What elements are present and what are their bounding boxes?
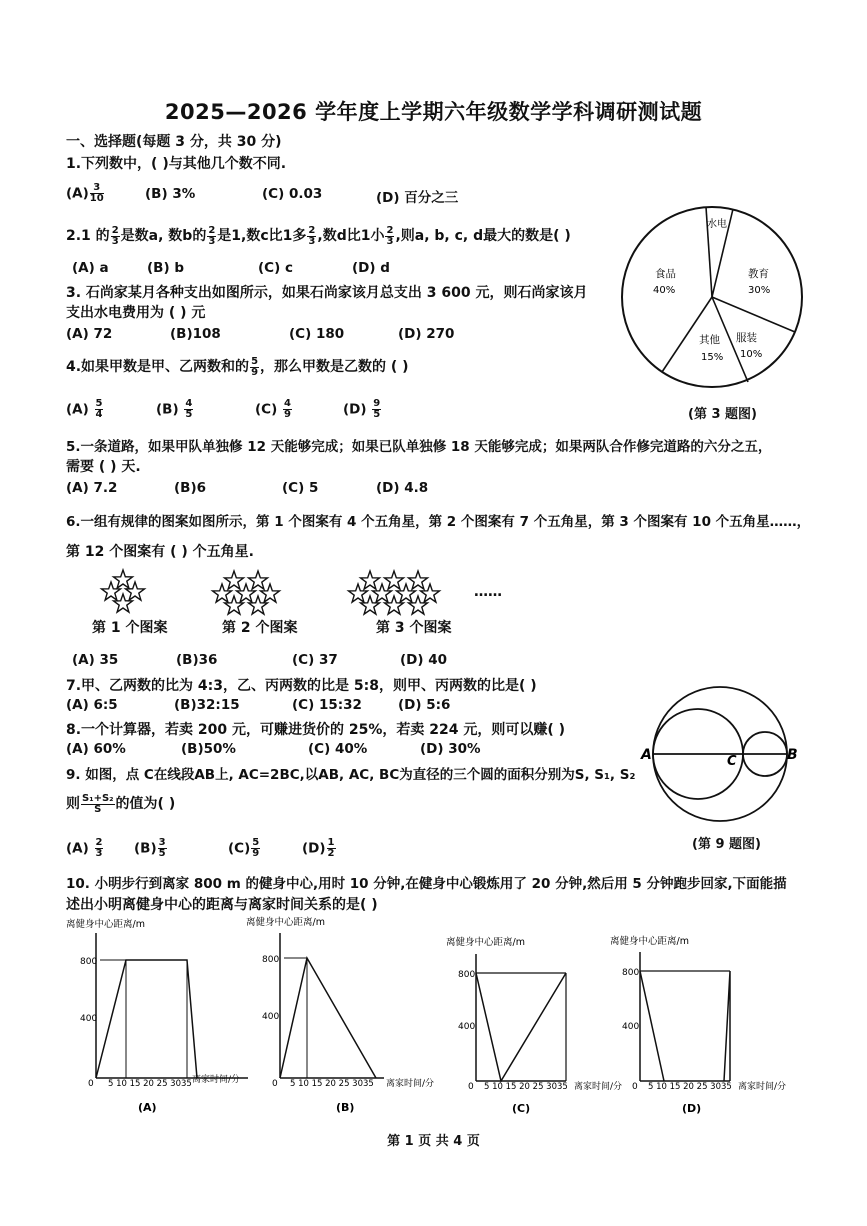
question-3-option-b: (B)108 — [170, 326, 221, 342]
question-5-option-a: (A) 7.2 — [66, 480, 118, 496]
graph-line — [640, 971, 664, 1081]
question-1-option-c: (C) 0.03 — [262, 186, 323, 202]
y-tick-800: 800 — [622, 968, 640, 978]
graph-line — [476, 973, 566, 1081]
question-3-line-2: 支出水电费用为 ( ) 元 — [66, 305, 206, 321]
fraction — [81, 794, 115, 815]
graph-c — [444, 932, 624, 1120]
pie-label-food: 食品 — [655, 268, 676, 280]
text: 的值为( ) — [115, 796, 176, 812]
fraction — [385, 226, 394, 247]
text: 是1,数c比1多 — [217, 228, 307, 244]
question-7-option-a: (A) 6:5 — [66, 697, 118, 713]
denominator: 4 — [95, 409, 103, 420]
graph-x-label: 离家时间/分 — [574, 1082, 623, 1092]
option-label: (A) — [66, 840, 89, 857]
denominator: 10 — [89, 193, 104, 204]
fraction — [111, 226, 120, 247]
numerator: 4 — [283, 398, 291, 409]
fraction — [250, 357, 259, 378]
text: 4.如果甲数是甲、乙两数和的 — [66, 359, 250, 375]
point-b-label: B — [787, 747, 798, 763]
question-7-option-c: (C) 15:32 — [292, 697, 362, 713]
text: 则 — [66, 796, 80, 812]
y-tick-400: 400 — [80, 1014, 98, 1024]
question-4-stem — [66, 356, 409, 378]
point-a-label: A — [641, 747, 652, 763]
fraction — [283, 399, 292, 420]
question-9-option-d — [302, 838, 337, 859]
pattern-3-caption: 第 3 个图案 — [376, 620, 452, 636]
numerator: 5 — [95, 398, 103, 409]
question-4-option-b — [156, 399, 194, 420]
question-1-stem: 1.下列数中，( )与其他几个数不同. — [66, 156, 287, 172]
text: ,则a, b, c, d最大的数是( ) — [395, 228, 571, 244]
question-3-option-d: (D) 270 — [398, 326, 455, 342]
numerator: 2 — [111, 224, 119, 236]
option-label: (C) — [255, 401, 278, 418]
graph-y-label: 离健身中心距离/m — [246, 917, 325, 928]
question-3-option-a: (A) 72 — [66, 326, 113, 342]
numerator: 2 — [308, 224, 316, 236]
text: ,数d比1小 — [317, 228, 385, 244]
question-5-option-b: (B)6 — [174, 480, 207, 496]
pie-value-other: 15% — [701, 352, 724, 363]
denominator: 3 — [111, 235, 119, 247]
question-4-option-c — [255, 399, 293, 420]
question-5-line-2: 需要 ( ) 天. — [66, 459, 141, 475]
denominator: S — [94, 803, 102, 815]
graph-d — [606, 930, 806, 1120]
question-2-stem — [66, 225, 571, 247]
graph-a-caption: (A) — [138, 1101, 157, 1114]
fraction — [95, 838, 104, 859]
y-tick-400: 400 — [458, 1022, 476, 1032]
origin-label: 0 — [272, 1079, 278, 1089]
question-5-option-c: (C) 5 — [282, 480, 319, 496]
pattern-ellipsis: …… — [474, 584, 502, 600]
question-9-option-b — [134, 838, 168, 859]
x-ticks: 5 10 15 20 25 3035 — [484, 1082, 568, 1092]
question-6-line-1: 6.一组有规律的图案如图所示，第 1 个图案有 4 个五角星，第 2 个图案有 7 个五角星，第 3 个图案有 10 个五角星……， — [66, 514, 811, 530]
fraction — [372, 399, 381, 420]
page-footer: 第 1 页 共 4 页 — [387, 1134, 480, 1149]
figure-3-caption: (第 3 题图) — [688, 407, 757, 422]
denominator: 5 — [185, 409, 193, 420]
question-9-stem: 9. 如图，点 C在线段AB上, AC=2BC,以AB, AC, BC为直径的三个圆的面积分别为S, S₁, S₂ — [66, 767, 636, 783]
option-label: (B) — [134, 840, 157, 857]
pattern-2 — [213, 571, 280, 614]
fraction — [95, 399, 104, 420]
option-label: (A) — [66, 401, 89, 418]
question-10-line-1: 10. 小明步行到离家 800 m 的健身中心,用时 10 分钟,在健身中心锻炼用了 20 分钟,然后用 5 分钟跑步回家,下面能描 — [66, 876, 787, 892]
numerator: 9 — [373, 398, 381, 409]
graph-x-label: 离家时间/分 — [386, 1079, 435, 1089]
y-tick-800: 800 — [262, 955, 280, 965]
question-1-option-b: (B) 3% — [145, 186, 196, 202]
fraction — [90, 183, 104, 204]
question-6-option-c: (C) 37 — [292, 652, 338, 668]
question-6-line-2: 第 12 个图案有 ( ) 个五角星. — [66, 544, 254, 560]
graph-d-caption: (D) — [682, 1102, 702, 1115]
numerator: 2 — [208, 224, 216, 236]
expense-pie-chart — [615, 200, 810, 395]
x-ticks: 5 10 15 20 25 3035 — [290, 1079, 374, 1089]
point-c-label: C — [727, 754, 737, 769]
question-6-option-b: (B)36 — [176, 652, 218, 668]
fraction — [327, 838, 336, 859]
question-2-option-c: (C) c — [258, 260, 293, 276]
text: 是数a, 数b的 — [120, 228, 207, 244]
numerator: 2 — [386, 224, 394, 236]
question-9-option-a — [66, 838, 104, 859]
pattern-3 — [349, 571, 440, 614]
circles-figure — [638, 684, 798, 824]
graph-line — [724, 971, 730, 1081]
question-7-option-d: (D) 5:6 — [398, 697, 451, 713]
fraction — [251, 838, 260, 859]
fraction — [307, 226, 316, 247]
origin-label: 0 — [632, 1082, 638, 1092]
pie-label-education: 教育 — [748, 268, 769, 280]
numerator: 5 — [251, 355, 259, 367]
figure-9-caption: (第 9 题图) — [692, 837, 761, 852]
x-ticks: 5 10 15 20 25 3035 — [648, 1082, 732, 1092]
y-tick-800: 800 — [458, 970, 476, 980]
option-label: (B) — [156, 401, 179, 418]
denominator: 3 — [208, 235, 216, 247]
y-tick-800: 800 — [80, 957, 98, 967]
pie-label-water: 水电 — [707, 219, 727, 230]
question-8-stem: 8.一个计算器，若卖 200 元，可赚进货价的 25%，若卖 224 元，则可以赚( ) — [66, 722, 566, 738]
pattern-1 — [102, 570, 145, 612]
question-6-option-d: (D) 40 — [400, 652, 448, 668]
page-title: 2025—2026 学年度上学期六年级数学学科调研测试题 — [164, 100, 703, 124]
y-tick-400: 400 — [622, 1022, 640, 1032]
option-label: (A) — [66, 185, 89, 202]
question-7-option-b: (B)32:15 — [174, 697, 240, 713]
option-label: (D) — [343, 401, 367, 418]
question-8-option-d: (D) 30% — [420, 741, 481, 757]
denominator: 5 — [158, 848, 166, 859]
fraction — [184, 399, 193, 420]
graph-y-label: 离健身中心距离/m — [66, 919, 145, 930]
graph-y-label: 离健身中心距离/m — [446, 937, 525, 948]
denominator: 2 — [327, 848, 335, 859]
denominator: 5 — [373, 409, 381, 420]
x-ticks: 5 10 15 20 25 3035 — [108, 1079, 192, 1089]
question-1-option-d: (D) 百分之三 — [376, 190, 459, 206]
question-10-line-2: 述出小明离健身中心的距离与离家时间关系的是( ) — [66, 897, 378, 913]
pie-value-clothing: 10% — [740, 349, 763, 360]
origin-label: 0 — [88, 1079, 94, 1089]
denominator: 3 — [95, 848, 103, 859]
denominator: 3 — [308, 235, 316, 247]
star-patterns — [90, 568, 510, 616]
question-3-option-c: (C) 180 — [289, 326, 345, 342]
question-7-stem: 7.甲、乙两数的比为 4:3，乙、丙两数的比是 5:8，则甲、丙两数的比是( ) — [66, 678, 537, 694]
question-4-option-d — [343, 399, 382, 420]
text: 2.1 的 — [66, 228, 110, 244]
pattern-1-caption: 第 1 个图案 — [92, 620, 168, 636]
graph-y-label: 离健身中心距离/m — [610, 936, 689, 947]
pie-value-food: 40% — [653, 285, 676, 296]
graph-line — [96, 960, 197, 1078]
fraction — [158, 838, 167, 859]
origin-label: 0 — [468, 1082, 474, 1092]
denominator: 3 — [386, 235, 394, 247]
question-9-option-c — [228, 838, 261, 859]
pattern-2-caption: 第 2 个图案 — [222, 620, 298, 636]
question-5-line-1: 5.一条道路，如果甲队单独修 12 天能够完成；如果已队单独修 18 天能够完成；如果两队合作修完道路的六分之五， — [66, 439, 772, 455]
question-8-option-b: (B)50% — [181, 741, 236, 757]
denominator: 9 — [252, 848, 260, 859]
denominator: 9 — [283, 409, 291, 420]
y-tick-400: 400 — [262, 1012, 280, 1022]
numerator: 2 — [95, 837, 103, 848]
numerator: S₁+S₂ — [82, 792, 114, 804]
question-9-stem-2 — [66, 793, 175, 815]
question-2-option-d: (D) d — [352, 260, 390, 276]
graph-x-label: 离家时间/分 — [738, 1082, 787, 1092]
question-1-option-a — [66, 183, 105, 204]
option-label: (D) — [302, 840, 326, 857]
pie-value-education: 30% — [748, 285, 771, 296]
question-8-option-c: (C) 40% — [308, 741, 368, 757]
question-5-option-d: (D) 4.8 — [376, 480, 429, 496]
graph-line — [280, 958, 376, 1078]
question-4-option-a — [66, 399, 104, 420]
graph-a — [64, 915, 254, 1120]
graph-b-caption: (B) — [336, 1101, 355, 1114]
numerator: 4 — [185, 398, 193, 409]
question-3-line-1: 3. 石尚家某月各种支出如图所示，如果石尚家该月总支出 3 600 元，则石尚家该月 — [66, 285, 588, 301]
denominator: 9 — [251, 366, 259, 378]
numerator: 1 — [327, 837, 335, 848]
numerator: 3 — [90, 183, 104, 194]
question-6-option-a: (A) 35 — [72, 652, 119, 668]
pie-label-clothing: 服装 — [736, 332, 757, 344]
graph-a-x-label: 离家时间/分 — [192, 1075, 241, 1085]
numerator: 3 — [158, 837, 166, 848]
text: ，那么甲数是乙数的 ( ) — [260, 359, 409, 375]
question-2-option-b: (B) b — [147, 260, 184, 276]
section-heading: 一、选择题(每题 3 分，共 30 分) — [66, 134, 282, 150]
question-8-option-a: (A) 60% — [66, 741, 126, 757]
graph-c-caption: (C) — [512, 1102, 531, 1115]
pie-label-other: 其他 — [699, 334, 720, 346]
fraction — [207, 226, 216, 247]
question-2-option-a: (A) a — [72, 260, 109, 276]
option-label: (C) — [228, 840, 251, 857]
graph-b — [244, 913, 444, 1120]
numerator: 5 — [252, 837, 260, 848]
